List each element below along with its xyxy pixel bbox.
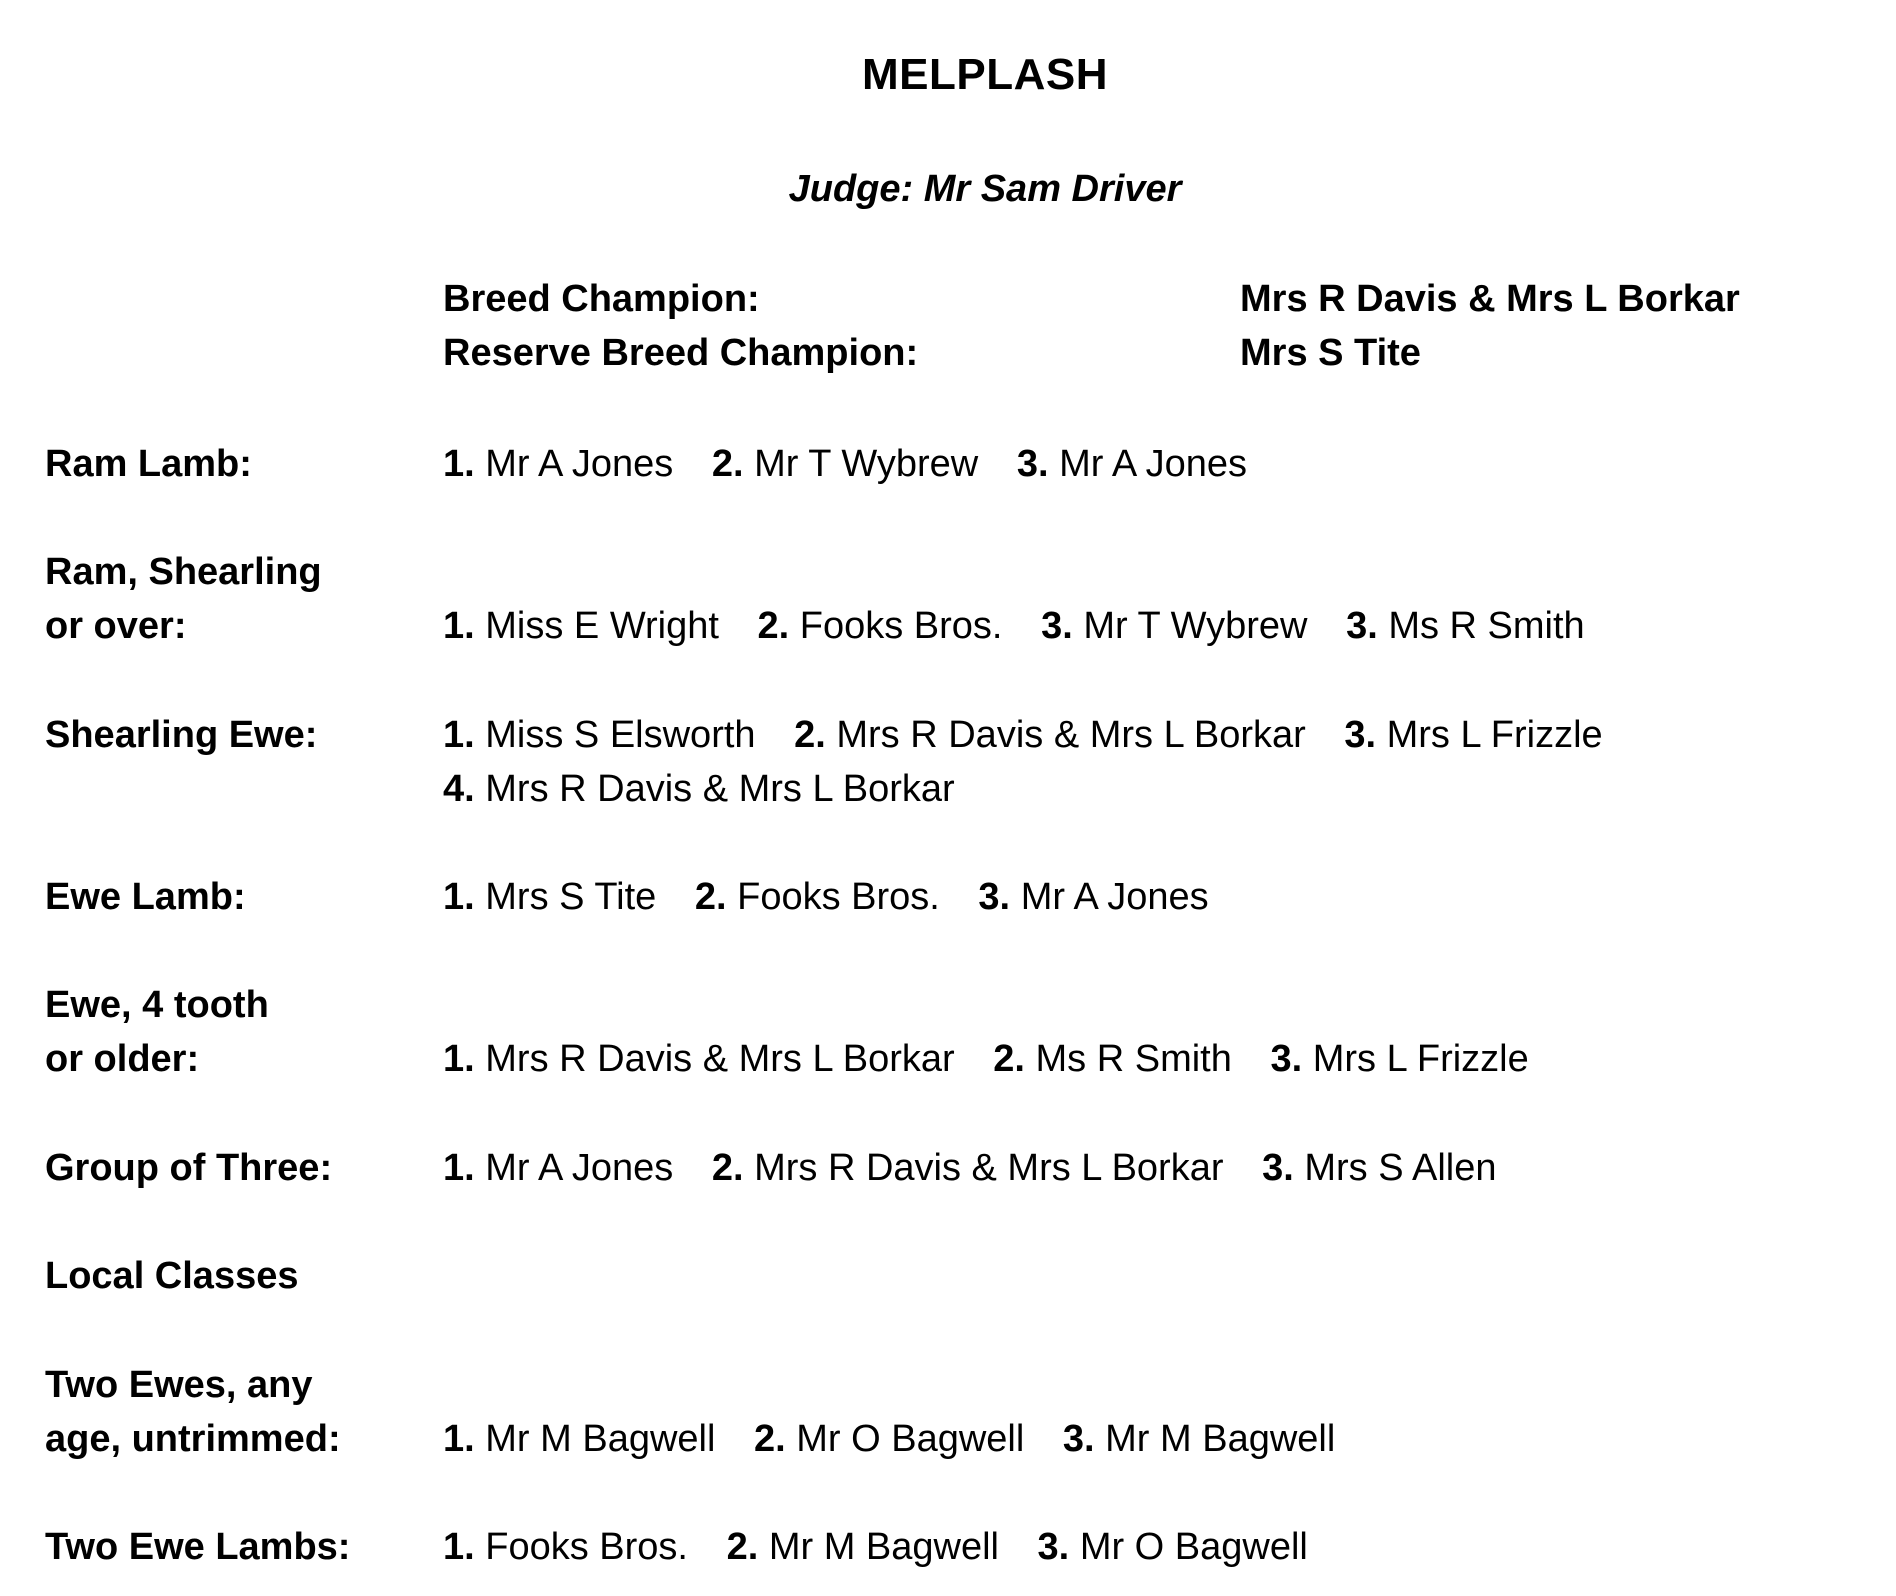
place-name: Mr M Bagwell [485,1418,716,1460]
placing [1017,443,1247,485]
class-label-group-of-three [45,1141,332,1195]
placing [1262,1147,1496,1189]
placing [794,714,1306,756]
class-results-two-ewe-lambs [443,1520,1336,1574]
result-line [443,1032,1557,1086]
result-line [443,762,1631,816]
placing [443,1038,955,1080]
place-number: 2. [993,1038,1025,1080]
class-label-line: Two Ewes, any [45,1364,313,1406]
class-label-line: Ewe, 4 tooth [45,984,269,1026]
placing [443,714,756,756]
placing [1270,1038,1528,1080]
place-number: 2. [694,876,727,918]
place-name: Mr M Bagwell [768,1526,999,1568]
place-name: Mr O Bagwell [1079,1526,1308,1568]
place-name: Fooks Bros. [485,1526,688,1568]
class-label-line: Ewe Lamb: [45,876,246,918]
class-label-line: Shearling Ewe: [45,714,318,756]
class-label-line: Ram Lamb: [45,443,252,485]
placing [754,1418,1024,1460]
class-label-ram-shearling [45,545,322,653]
place-name: Miss E Wright [485,605,719,647]
placing [695,876,940,918]
place-number: 3. [1346,605,1378,647]
class-label-line: or older: [45,1038,200,1080]
class-label-ewe-4-tooth [45,978,269,1086]
local-classes-heading: Local Classes [45,1255,299,1297]
place-number: 3. [1037,1526,1070,1568]
place-number: 2. [711,1147,744,1189]
class-label-line: or over: [45,605,187,647]
place-name: Mrs S Allen [1304,1147,1497,1189]
place-name: Mr A Jones [1059,443,1248,485]
place-name: Mrs R Davis & Mrs L Borkar [836,714,1306,756]
placing [443,443,673,485]
place-name: Mr T Wybrew [754,443,979,485]
place-name: Mr O Bagwell [796,1418,1025,1460]
result-line [443,870,1237,924]
place-number: 3. [1270,1038,1303,1080]
place-number: 1. [443,714,475,756]
place-number: 3. [1344,714,1377,756]
class-label-line: Two Ewe Lambs: [45,1526,351,1568]
place-number: 3. [1041,605,1073,647]
place-number: 2. [794,714,826,756]
class-results-ram-shearling [443,599,1613,653]
result-line [443,1520,1336,1574]
placing [1041,605,1307,647]
placing [443,1526,688,1568]
place-number: 1. [443,1418,475,1460]
breed-champion-value: Mrs R Davis & Mrs L Borkar [1240,278,1740,320]
place-name: Mrs L Frizzle [1386,714,1603,756]
place-name: Mrs R Davis & Mrs L Borkar [754,1147,1224,1189]
place-name: Mrs R Davis & Mrs L Borkar [485,768,955,810]
placing [443,768,955,810]
place-number: 1. [443,1526,475,1568]
place-number: 3. [1062,1418,1095,1460]
place-number: 2. [757,605,790,647]
result-line [443,599,1613,653]
placing [758,605,1003,647]
placing [443,876,656,918]
place-name: Mr A Jones [485,443,674,485]
class-label-two-ewe-lambs [45,1520,350,1574]
place-number: 1. [443,1038,475,1080]
placing [727,1526,999,1568]
placing [443,605,719,647]
placing [443,1418,715,1460]
place-name: Mr T Wybrew [1083,605,1308,647]
place-name: Mr A Jones [485,1147,674,1189]
class-label-ram-lamb [45,437,252,491]
breed-champion-label: Breed Champion: [443,278,760,320]
class-label-two-ewes [45,1358,341,1466]
place-name: Fooks Bros. [737,876,940,918]
place-number: 2. [711,443,744,485]
class-results-ewe-4-tooth [443,1032,1557,1086]
place-number: 3. [1016,443,1049,485]
place-number: 3. [978,876,1011,918]
reserve-champion-value: Mrs S Tite [1240,332,1421,374]
class-results-ram-lamb [443,437,1275,491]
placing [978,876,1208,918]
placing [712,1147,1224,1189]
place-name: Miss S Elsworth [485,714,756,756]
place-name: Mrs L Frizzle [1312,1038,1529,1080]
placing [1038,1526,1308,1568]
reserve-champion-label: Reserve Breed Champion: [443,332,919,374]
class-label-ewe-lamb [45,870,246,924]
place-number: 1. [443,605,475,647]
placing [443,1147,673,1189]
result-line [443,437,1275,491]
result-line [443,708,1631,762]
placing [1344,714,1602,756]
place-name: Mr M Bagwell [1105,1418,1336,1460]
placing [1346,605,1585,647]
placing [1063,1418,1335,1460]
judge-line: Judge: Mr Sam Driver [788,168,1182,210]
place-name: Mr A Jones [1020,876,1209,918]
place-name: Mrs S Tite [485,876,657,918]
place-name: Ms R Smith [1388,605,1585,647]
place-name: Ms R Smith [1035,1038,1232,1080]
place-number: 2. [726,1526,759,1568]
place-number: 1. [443,443,475,485]
result-line [443,1141,1525,1195]
placing [993,1038,1232,1080]
page-title: MELPLASH [862,50,1108,99]
place-name: Mrs R Davis & Mrs L Borkar [485,1038,955,1080]
result-line [443,1412,1363,1466]
place-number: 2. [753,1418,786,1460]
class-results-shearling-ewe [443,708,1631,816]
class-results-group-of-three [443,1141,1525,1195]
class-results-two-ewes [443,1412,1363,1466]
place-number: 3. [1262,1147,1294,1189]
place-name: Fooks Bros. [799,605,1003,647]
place-number: 4. [443,768,475,810]
place-number: 1. [443,1147,475,1189]
placing [712,443,978,485]
place-number: 1. [443,876,475,918]
class-label-line: Ram, Shearling [45,551,322,593]
class-label-shearling-ewe [45,708,317,762]
class-results-ewe-lamb [443,870,1237,924]
class-label-line: age, untrimmed: [45,1418,341,1460]
class-label-line: Group of Three: [45,1147,333,1189]
